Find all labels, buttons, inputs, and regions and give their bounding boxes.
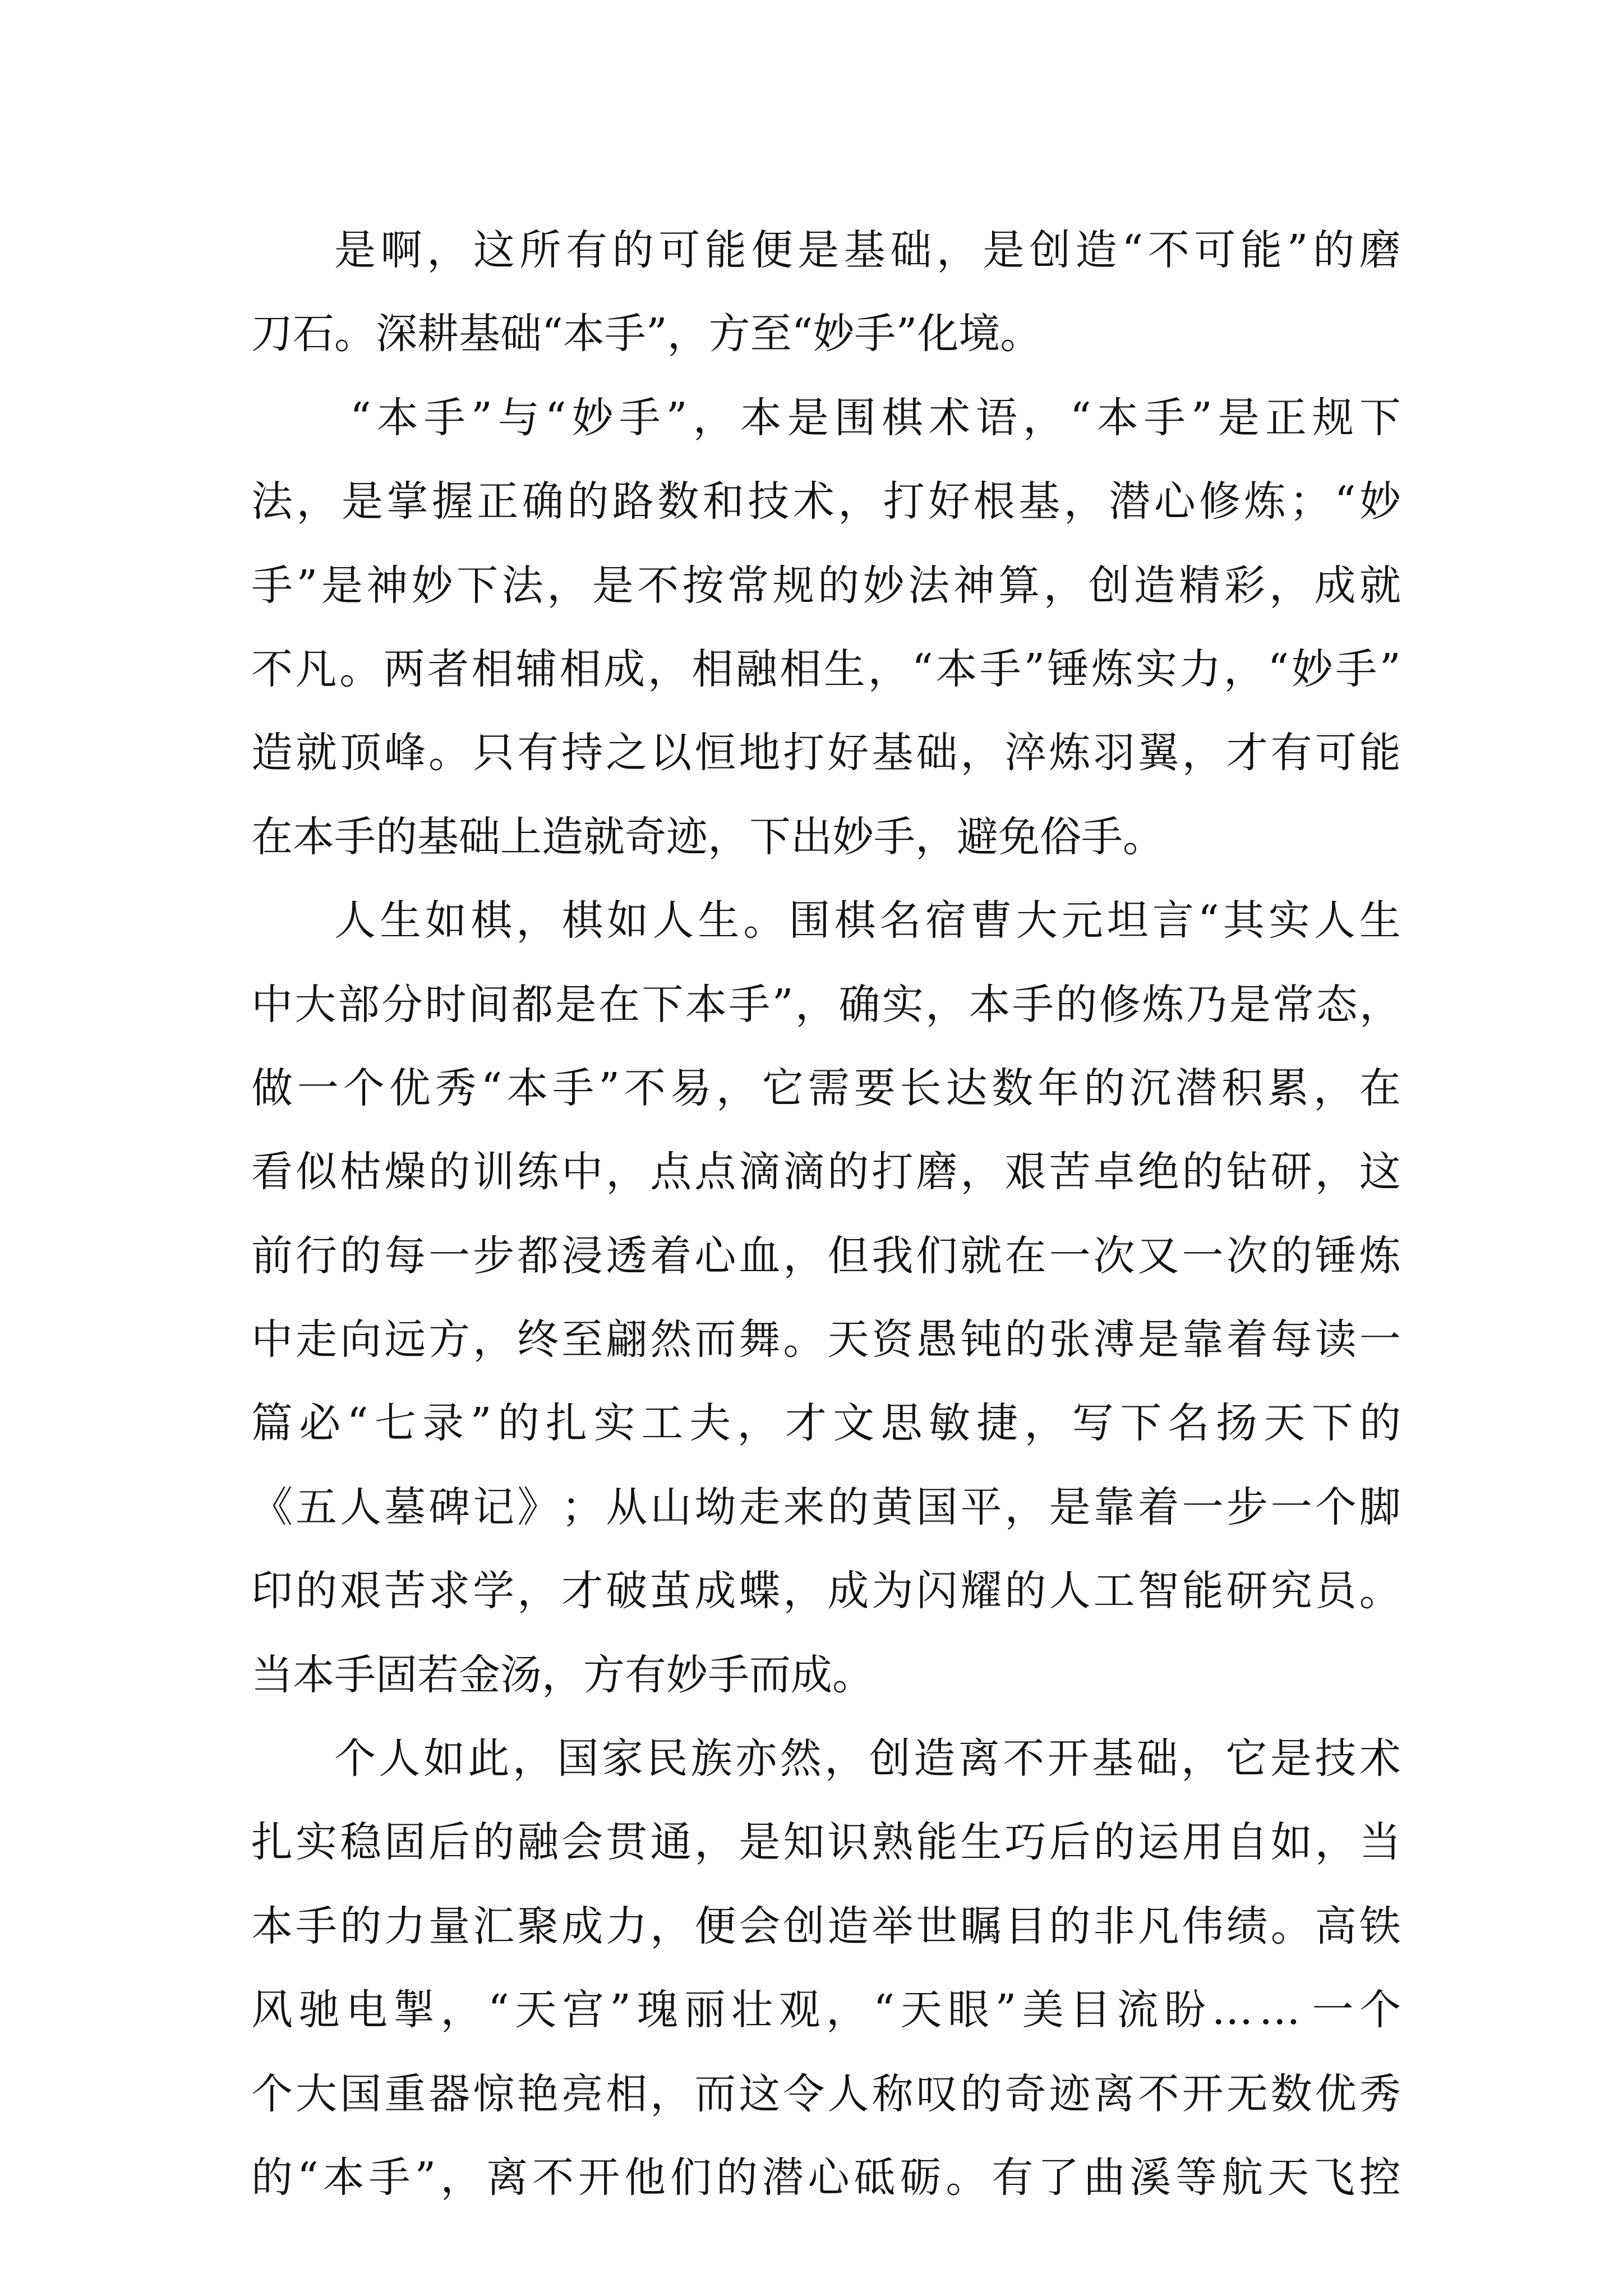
- text-line: 扎 实 稳 固 后 的 融 会 贯 通 ， 是 知 识 熟 能 生 巧 后 的 运 用 自 如 ， 当: [251, 1818, 1401, 1867]
- text-line: 法 ， 是 掌 握 正 确 的 路 数 和 技 术 ， 打 好 根 基 ， 潜 心 修 炼 ； “ 妙: [251, 477, 1401, 526]
- text-line: 是 啊 ， 这 所 有 的 可 能 便 是 基 础 ， 是 创 造 “ 不 可 能 ” 的 磨: [334, 226, 1401, 274]
- text-line: 篇 必 “ 七 录 ” 的 扎 实 工 夫 ， 才 文 思 敏 捷 ， 写 下 名 扬 天 下 的: [251, 1399, 1401, 1448]
- text-line: 在本手的基础上造就奇迹，下出妙手，避免俗手。: [251, 812, 1164, 861]
- text-line: “ 本 手 ” 与 “ 妙 手 ” ， 本 是 围 棋 术 语 ， “ 本 手 ” 是 正 规 下: [350, 393, 1401, 442]
- text-line: 前 行 的 每 一 步 都 浸 透 着 心 血 ， 但 我 们 就 在 一 次 又 一 次 的 锤 炼: [251, 1231, 1401, 1280]
- text-line: 手 ” 是 神 妙 下 法 ， 是 不 按 常 规 的 妙 法 神 算 ， 创 造 精 彩 ， 成 就: [251, 561, 1401, 610]
- text-line: 个 人 如 此 ， 国 家 民 族 亦 然 ， 创 造 离 不 开 基 础 ， 它 是 技 术: [334, 1734, 1401, 1783]
- text-line: 看 似 枯 燥 的 训 练 中 ， 点 点 滴 滴 的 打 磨 ， 艰 苦 卓 绝 的 钻 研 ， 这: [251, 1148, 1401, 1197]
- text-line: 做 一 个 优 秀 “ 本 手 ” 不 易 ， 它 需 要 长 达 数 年 的 沉 潜 积 累 ， 在: [251, 1064, 1401, 1112]
- text-line: 不 凡 。 两 者 相 辅 相 成 ， 相 融 相 生 ， “ 本 手 ” 锤 炼 实 力 ， “ 妙 手 ”: [251, 645, 1401, 693]
- text-line: 风 驰 电 掣 ， “ 天 宫 ” 瑰 丽 壮 观 ， “ 天 眼 ” 美 目 流 盼 … … 一 个: [251, 1986, 1401, 2035]
- essay-body: [251, 209, 1401, 2220]
- text-line: 刀石。深耕基础“本手”，方至“妙手”化境。: [251, 310, 1042, 358]
- text-line: 的 “ 本 手 ” ， 离 不 开 他 们 的 潜 心 砥 砺 。 有 了 曲 溪 等 航 天 飞 控: [251, 2153, 1401, 2202]
- text-line: 《 五 人 墓 碑 记 》 ； 从 山 坳 走 来 的 黄 国 平 ， 是 靠 着 一 步 一 个 脚: [251, 1483, 1401, 1531]
- text-line: 个 大 国 重 器 惊 艳 亮 相 ， 而 这 令 人 称 叹 的 奇 迹 离 不 开 无 数 优 秀: [251, 2069, 1401, 2118]
- text-line: 本 手 的 力 量 汇 聚 成 力 ， 便 会 创 造 举 世 瞩 目 的 非 凡 伟 绩 。 高 铁: [251, 1902, 1401, 1950]
- text-line: 中 大 部 分 时 间 都 是 在 下 本 手 ” ， 确 实 ， 本 手 的 修 炼 乃 是 常 态 ，: [251, 980, 1401, 1029]
- text-line: 人 生 如 棋 ， 棋 如 人 生 。 围 棋 名 宿 曹 大 元 坦 言 “ 其 实 人 生: [334, 896, 1401, 945]
- text-line: 造 就 顶 峰 。 只 有 持 之 以 恒 地 打 好 基 础 ， 淬 炼 羽 翼 ， 才 有 可 能: [251, 729, 1401, 777]
- text-line: 当本手固若金汤，方有妙手而成。: [251, 1650, 874, 1699]
- text-line: 中 走 向 远 方 ， 终 至 翩 然 而 舞 。 天 资 愚 钝 的 张 溥 是 靠 着 每 读 一: [251, 1315, 1401, 1364]
- text-line: 印 的 艰 苦 求 学 ， 才 破 茧 成 蝶 ， 成 为 闪 耀 的 人 工 智 能 研 究 员 。: [251, 1567, 1401, 1616]
